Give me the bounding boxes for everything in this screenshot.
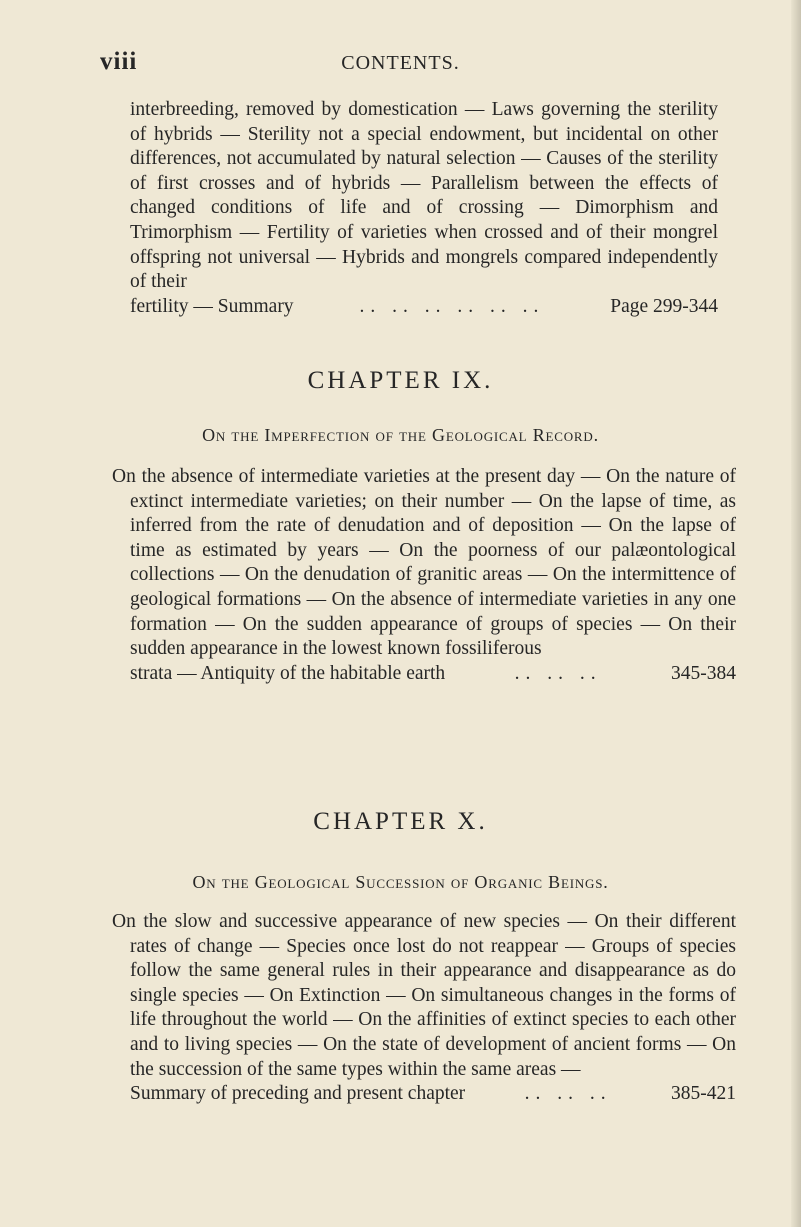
chapter10-contents <box>112 910 736 1107</box>
chapter8-contents-text: interbreeding, removed by domestication — Laws governing the sterility of hybrids — Sterility not a special endowment, but incidental on other differences, not accumulated by natural selection — Causes of the sterility of first crosses and of hybrids — Parallelism between the effects of changed conditions of life and of crossing — Dimorphism and Trimorphism — Fertility of varieties when crossed and of their mongrel offspring not universal — Hybrids and mongrels compared independently of their <box>130 99 718 293</box>
running-title: CONTENTS. <box>341 52 460 74</box>
leader-dots: .. .. .. <box>514 662 602 684</box>
chapter10-page-range: 385-421 <box>670 1083 736 1105</box>
chapter8-last-line <box>130 295 718 320</box>
page-header <box>0 48 801 78</box>
chapter9-contents-text: On the absence of intermediate varieties at the present day — On the nature of extinct intermediate varieties; on their number — On the lapse of time, as inferred from the rate of denudation and of deposition — On the lapse of time as estimated by years — On the poorness of our palæontological collections — On the denudation of granitic areas — On the intermittence of geological formations — On the absence of intermediate varieties in any one formation — On the sudden appearance of groups of species — On their sudden appearance in the lowest known fossiliferous <box>112 466 736 660</box>
chapter9-heading: CHAPTER IX. <box>307 367 494 394</box>
chapter9-contents <box>112 465 736 686</box>
chapter10-last-line <box>130 1082 736 1107</box>
chapter9-last-line <box>130 662 736 687</box>
page-edge <box>791 0 801 1227</box>
chapter8-contents-continued <box>130 98 718 319</box>
page-number: viii <box>100 48 138 75</box>
chapter9-last-line-text: strata — Antiquity of the habitable earth <box>130 662 446 684</box>
leader-dots: .. .. .. .. .. .. <box>359 295 545 317</box>
leader-dots: .. .. .. <box>524 1083 612 1105</box>
chapter8-last-line-text: fertility — Summary <box>130 295 294 317</box>
chapter9-page-range: 345-384 <box>670 662 736 684</box>
chapter10-heading: CHAPTER X. <box>313 808 488 835</box>
chapter10-contents-text: On the slow and successive appearance of new species — On their different rates of change — Species once lost do not reappear — Groups of species follow the same general rules in their appearance and disappearance as do single species — On Extinction — On simultaneous changes in the forms of life throughout the world — On the affinities of extinct species to each other and to living species — On the state of development of ancient forms — On the succession of the same types within the same areas — <box>112 911 736 1080</box>
chapter8-page-range: Page 299-344 <box>610 295 718 317</box>
chapter10-last-line-text: Summary of preceding and present chapter <box>130 1083 466 1105</box>
chapter10-subtitle: On the Geological Succession of Organic Beings. <box>192 872 609 892</box>
chapter9-subtitle: On the Imperfection of the Geological Record. <box>202 425 599 445</box>
